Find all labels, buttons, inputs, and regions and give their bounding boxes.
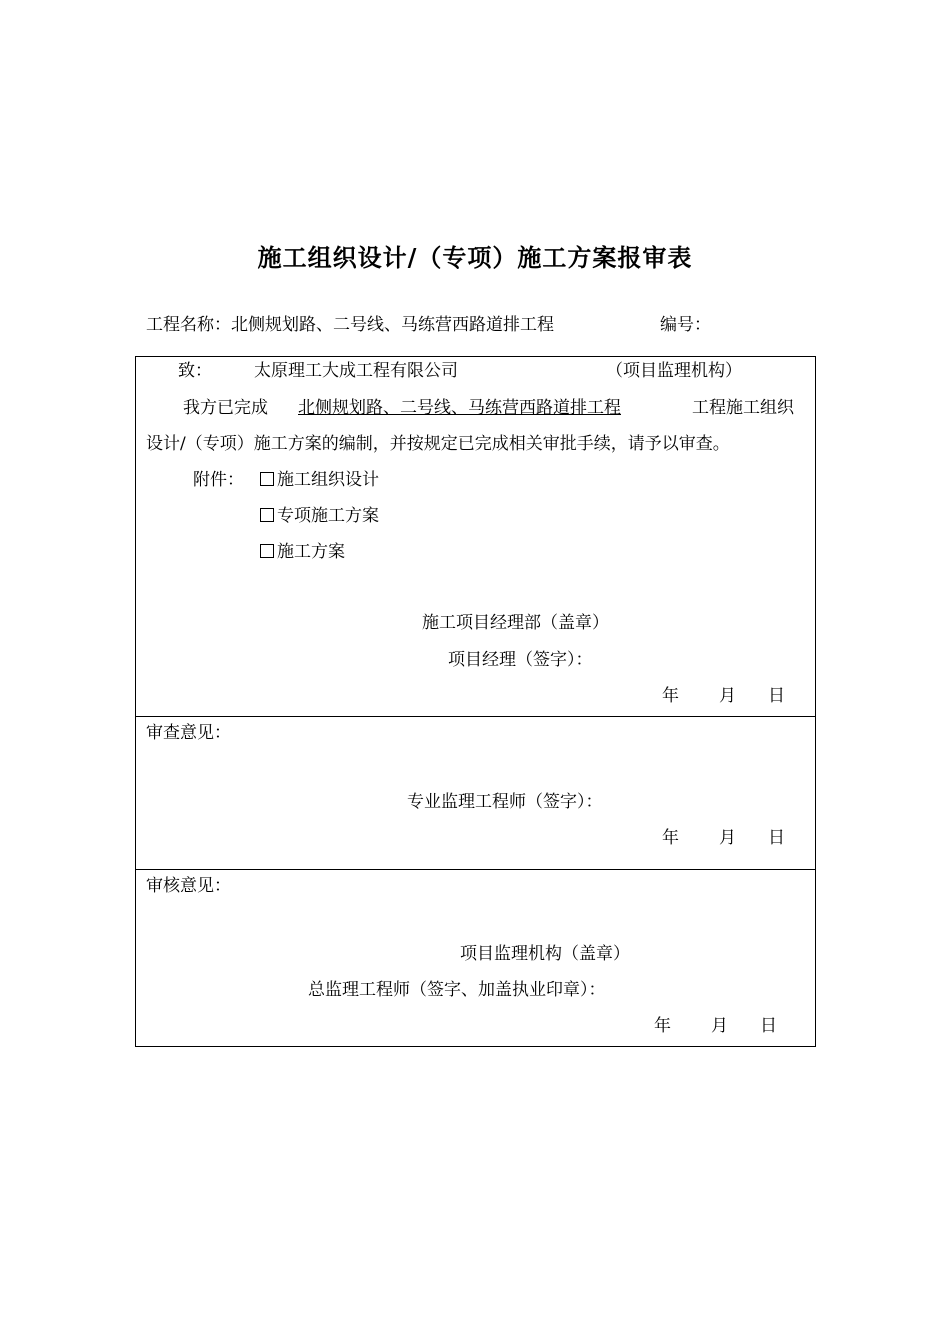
body-prefix: 我方已完成 xyxy=(183,398,268,418)
checkbox-icon[interactable] xyxy=(260,508,274,522)
page-title: 施工组织设计/（专项）施工方案报审表 xyxy=(257,243,693,272)
date-month: 月 xyxy=(719,828,736,848)
chief-engineer-sign-label: 总监理工程师（签字、加盖执业印章）： xyxy=(308,980,606,1000)
attachment-special-plan[interactable]: 专项施工方案 xyxy=(260,505,379,527)
body-project-name: 北侧规划路、二号线、马练营西路道排工程 xyxy=(298,398,621,418)
date-year: 年 xyxy=(662,828,679,848)
supervisor-org-name: 太原理工大成工程有限公司 xyxy=(254,361,458,381)
body-suffix: 工程施工组织 xyxy=(692,398,794,418)
approval-form-table xyxy=(135,356,816,1047)
date-day: 日 xyxy=(760,1016,777,1036)
supervisor-org-stamp-label: 项目监理机构（盖章） xyxy=(460,944,630,964)
submission-section xyxy=(136,357,815,717)
audit-label: 审核意见： xyxy=(146,876,231,896)
checkbox-icon[interactable] xyxy=(260,544,274,558)
manager-sign-label: 项目经理（签字）： xyxy=(448,650,593,670)
supervisor-role: （项目监理机构） xyxy=(606,361,742,381)
date-month: 月 xyxy=(719,686,736,706)
checkbox-icon[interactable] xyxy=(260,472,274,486)
audit-section xyxy=(136,870,815,1046)
date-day: 日 xyxy=(768,828,785,848)
date-month: 月 xyxy=(711,1016,728,1036)
date-day: 日 xyxy=(768,686,785,706)
dept-stamp-label: 施工项目经理部（盖章） xyxy=(422,613,609,633)
body-line-2: 设计/（专项）施工方案的编制，并按规定已完成相关审批手续，请予以审查。 xyxy=(146,434,730,454)
attachments-label: 附件： xyxy=(193,470,244,490)
review-section xyxy=(136,717,815,870)
attachment-construction-design[interactable]: 施工组织设计 xyxy=(260,469,379,491)
project-name: 北侧规划路、二号线、马练营西路道排工程 xyxy=(231,315,554,335)
date-year: 年 xyxy=(654,1016,671,1036)
to-label: 致： xyxy=(178,361,212,381)
date-year: 年 xyxy=(662,686,679,706)
review-label: 审查意见： xyxy=(146,723,231,743)
project-label: 工程名称： xyxy=(146,315,231,335)
engineer-sign-label: 专业监理工程师（签字）： xyxy=(407,792,603,812)
attachment-construction-plan[interactable]: 施工方案 xyxy=(260,541,345,563)
serial-number-label: 编号： xyxy=(660,315,711,335)
project-name-line xyxy=(146,310,554,335)
